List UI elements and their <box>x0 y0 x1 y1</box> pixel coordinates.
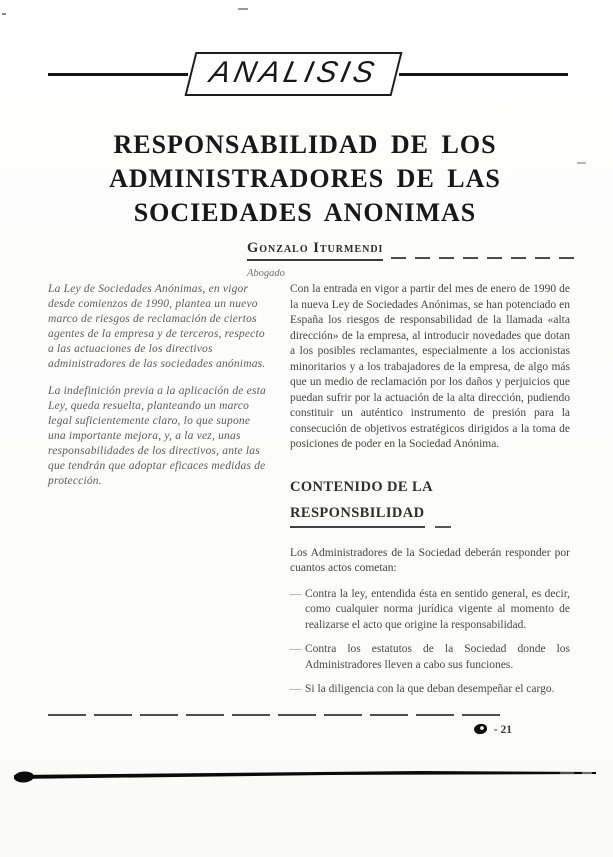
scan-speck <box>2 13 6 15</box>
body-paragraph: Los Administradores de la Sociedad deberán responder por cuantos actos cometan: <box>290 546 570 574</box>
scan-speck <box>577 162 586 164</box>
body-paragraph: Con la entrada en vigor a partir del mes de enero de 1990 de la nueva Ley de Sociedades Anónimas, se han potenciado en España los riesgos de responsabilidad de la llamada «alta dirección» de la empresa, al introducir novedades que dotan a los posibles reclamantes, especialmente a los accionistas minoritarios y a los trabajadores de la empresa, de algo más que un medio de reclamación por los daños y perjuicios que puedan sufrir por la actuación de la alta dirección, pudiendo constituir un auténtico instrumento de presión para la consecución de objetivos estratégicos dirigidos a la toma de posiciones de poder en la Sociedad Anónima. <box>290 283 570 450</box>
list-item <box>290 682 570 698</box>
list-item <box>290 642 570 673</box>
scan-edge-artifact <box>0 766 613 790</box>
lead-column <box>48 282 270 707</box>
section-heading <box>290 477 570 528</box>
publication-logo-icon <box>473 723 487 734</box>
header-rule-right <box>399 73 568 76</box>
byline <box>247 240 575 279</box>
byline-rule <box>391 257 575 259</box>
page-number: - 21 <box>493 724 512 736</box>
list-item <box>290 587 570 634</box>
list-item-text: Si la diligencia con la que deban desempeñar el cargo. <box>305 683 555 695</box>
author-role: Abogado <box>247 268 285 279</box>
byline-row <box>247 240 575 261</box>
section-kicker: ANALISIS <box>206 56 381 89</box>
lead-paragraph: La indefinición previa a la aplicación de esta Ley, queda resuelta, planteando un marco legal suficientemente claro, lo que supone una importante mejora, y, a la vez, unas responsabilidades de los directivos, ante las que tendrán que adoptar eficaces medidas de protección. <box>48 385 266 487</box>
list-item-marker: — <box>290 683 302 695</box>
section-header <box>48 52 568 96</box>
section-kicker-box <box>185 52 403 96</box>
section-heading-line: CONTENIDO DE LA <box>290 478 433 495</box>
article-title-line: ADMINISTRADORES DE LAS <box>109 164 501 193</box>
bullet-list <box>290 587 570 698</box>
heading-underline-dash <box>435 526 451 528</box>
article-title <box>35 128 575 230</box>
body-column <box>290 282 570 707</box>
section-heading-line: RESPONSBILIDAD <box>290 503 425 528</box>
article-columns <box>48 282 570 707</box>
list-item-marker: — <box>290 643 302 655</box>
list-item-text: Contra la ley, entendida ésta en sentido general, es decir, como cualquier norma jurídica vigente al momento de realizarse el acto que origine la responsabilidad. <box>305 587 570 631</box>
list-item-marker: — <box>290 587 302 600</box>
article-title-line: SOCIEDADES ANONIMAS <box>133 198 477 227</box>
article-title-line: RESPONSABILIDAD DE LOS <box>113 130 497 159</box>
list-item-text: Contra los estatutos de la Sociedad donde los Administradores lleven a cabo sus funciones. <box>305 643 570 671</box>
scan-speck <box>238 8 248 10</box>
author-name: Gonzalo Iturmendi <box>247 240 383 261</box>
lead-paragraph: La Ley de Sociedades Anónimas, en vigor desde comienzos de 1990, plantea un nuevo marco de riesgos de reclamación de ciertos agentes de la empresa y de terceros, respecto a las actuaciones de los directivos administradores de las sociedades anónimas. <box>48 283 266 370</box>
header-rule-left <box>48 73 188 76</box>
page-footer <box>48 724 512 736</box>
footer-rule <box>48 714 504 716</box>
